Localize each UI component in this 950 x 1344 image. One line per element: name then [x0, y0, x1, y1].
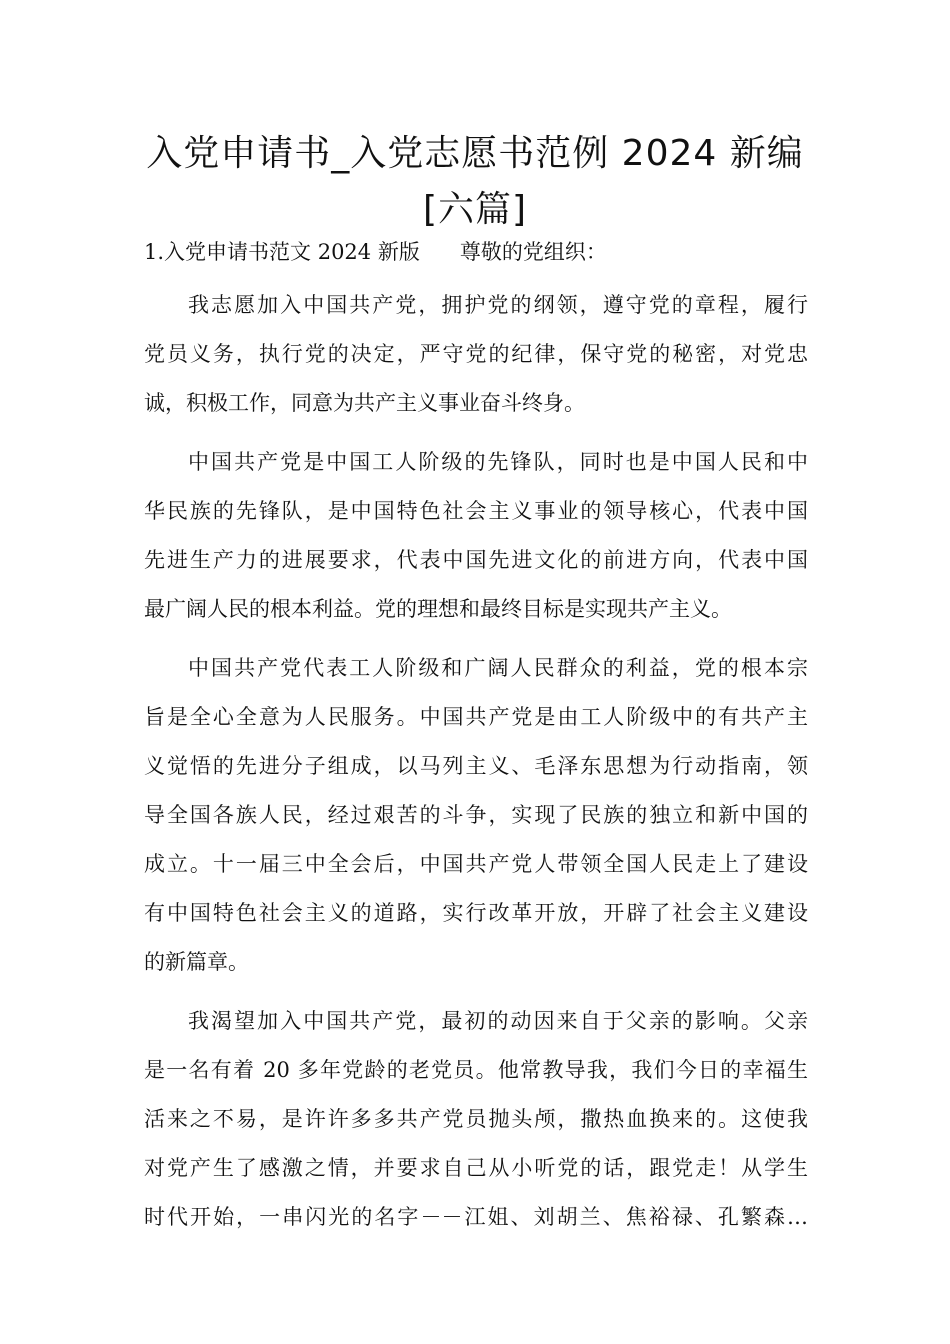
text-line: 我渴望加入中国共产党，最初的动因来自于父亲的影响。父亲 — [188, 1009, 808, 1033]
paragraph-3 — [144, 644, 808, 987]
text-line: 华民族的先锋队，是中国特色社会主义事业的领导核心，代表中国 — [144, 499, 808, 523]
paragraph-1 — [144, 281, 808, 428]
text-line: 是一名有着 20 多年党龄的老党员。他常教导我，我们今日的幸福生 — [144, 1058, 808, 1082]
salutation: 尊敬的党组织： — [459, 240, 607, 264]
intro-line — [144, 232, 808, 272]
text-line: 对党产生了感激之情，并要求自己从小听党的话，跟党走！从学生 — [144, 1156, 808, 1180]
text-line: 导全国各族人民，经过艰苦的斗争，实现了民族的独立和新中国的 — [144, 803, 808, 827]
text-line: 义觉悟的先进分子组成，以马列主义、毛泽东思想为行动指南，领 — [144, 754, 808, 778]
section-heading: 1.入党申请书范文 2024 新版 — [144, 240, 420, 264]
text-line: 时代开始，一串闪光的名字－－江姐、刘胡兰、焦裕禄、孔繁森… — [144, 1205, 808, 1229]
text-line: 党员义务，执行党的决定，严守党的纪律，保守党的秘密，对党忠 — [144, 342, 808, 366]
text-line: 中国共产党是中国工人阶级的先锋队，同时也是中国人民和中 — [188, 450, 808, 474]
text-line: 活来之不易，是许许多多共产党员抛头颅，撒热血换来的。这使我 — [144, 1107, 808, 1131]
text-line: 最广阔人民的根本利益。党的理想和最终目标是实现共产主义。 — [144, 597, 732, 621]
text-line: 诚，积极工作，同意为共产主义事业奋斗终身。 — [144, 391, 585, 415]
title-line-2: [六篇] — [422, 189, 528, 230]
text-line: 我志愿加入中国共产党，拥护党的纲领，遵守党的章程，履行 — [188, 293, 808, 317]
text-line: 有中国特色社会主义的道路，实行改革开放，开辟了社会主义建设 — [144, 901, 808, 925]
text-line: 先进生产力的进展要求，代表中国先进文化的前进方向，代表中国 — [144, 548, 808, 572]
document-title — [120, 126, 830, 238]
text-line: 中国共产党代表工人阶级和广阔人民群众的利益，党的根本宗 — [188, 656, 808, 680]
text-line: 的新篇章。 — [144, 950, 249, 974]
document-body — [144, 232, 808, 1252]
title-line-1: 入党申请书_入党志愿书范例 2024 新编 — [146, 133, 804, 174]
paragraph-2 — [144, 438, 808, 634]
text-line: 旨是全心全意为人民服务。中国共产党是由工人阶级中的有共产主 — [144, 705, 808, 729]
text-line: 成立。十一届三中全会后，中国共产党人带领全国人民走上了建设 — [144, 852, 808, 876]
paragraph-4 — [144, 997, 808, 1242]
